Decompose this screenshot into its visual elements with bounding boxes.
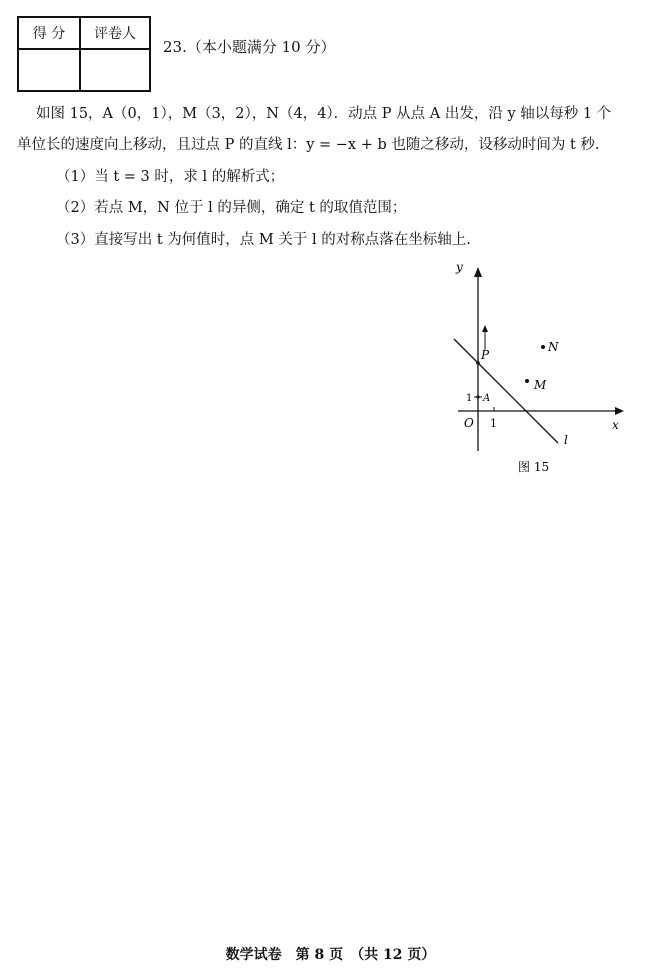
score-table bbox=[17, 16, 151, 92]
page-footer: 数学试卷 第 8 页 （共 12 页） bbox=[225, 947, 436, 963]
label-m: M bbox=[534, 378, 547, 392]
label-one-y: 1 bbox=[466, 393, 473, 404]
point-m-dot bbox=[525, 379, 529, 383]
figure-caption: 图 15 bbox=[518, 460, 550, 474]
question-part-3: （3）直接写出 t 为何值时，点 M 关于 l 的对称点落在坐标轴上. bbox=[56, 232, 471, 248]
question-text-line1: 如图 15，A（0，1），M（3，2），N（4，4）．动点 P 从点 A 出发，沿 y 轴以每秒 1 个 bbox=[36, 106, 612, 122]
p-motion-arrowhead bbox=[482, 325, 488, 332]
point-a-dot bbox=[476, 395, 479, 398]
point-p-dot bbox=[476, 361, 480, 365]
score-header-cell: 得 分 bbox=[18, 17, 80, 49]
score-table-header-row bbox=[18, 17, 150, 49]
question-title: 23.（本小题满分 10 分） bbox=[163, 38, 336, 56]
label-y: y bbox=[456, 260, 463, 274]
question-text-line2: 单位长的速度向上移动，且过点 P 的直线 l：y = −x + b 也随之移动，设移动时间为 t 秒. bbox=[17, 137, 600, 153]
label-n: N bbox=[548, 340, 559, 354]
x-axis-arrow bbox=[615, 407, 624, 415]
question-part-1: （1）当 t = 3 时，求 l 的解析式； bbox=[56, 169, 285, 185]
question-part-2: （2）若点 M，N 位于 l 的异侧，确定 t 的取值范围； bbox=[56, 200, 407, 216]
grader-blank-cell bbox=[80, 49, 150, 91]
score-table-blank-row bbox=[18, 49, 150, 91]
figure-15 bbox=[440, 255, 640, 480]
label-o: O bbox=[464, 416, 474, 430]
label-l: l bbox=[564, 433, 568, 447]
score-blank-cell bbox=[18, 49, 80, 91]
label-one-x: 1 bbox=[490, 417, 497, 430]
point-n-dot bbox=[541, 345, 545, 349]
y-axis-arrow bbox=[474, 267, 482, 277]
grader-header-cell: 评卷人 bbox=[80, 17, 150, 49]
label-a: A bbox=[483, 393, 491, 404]
label-p: P bbox=[481, 348, 490, 362]
label-x: x bbox=[612, 418, 619, 432]
